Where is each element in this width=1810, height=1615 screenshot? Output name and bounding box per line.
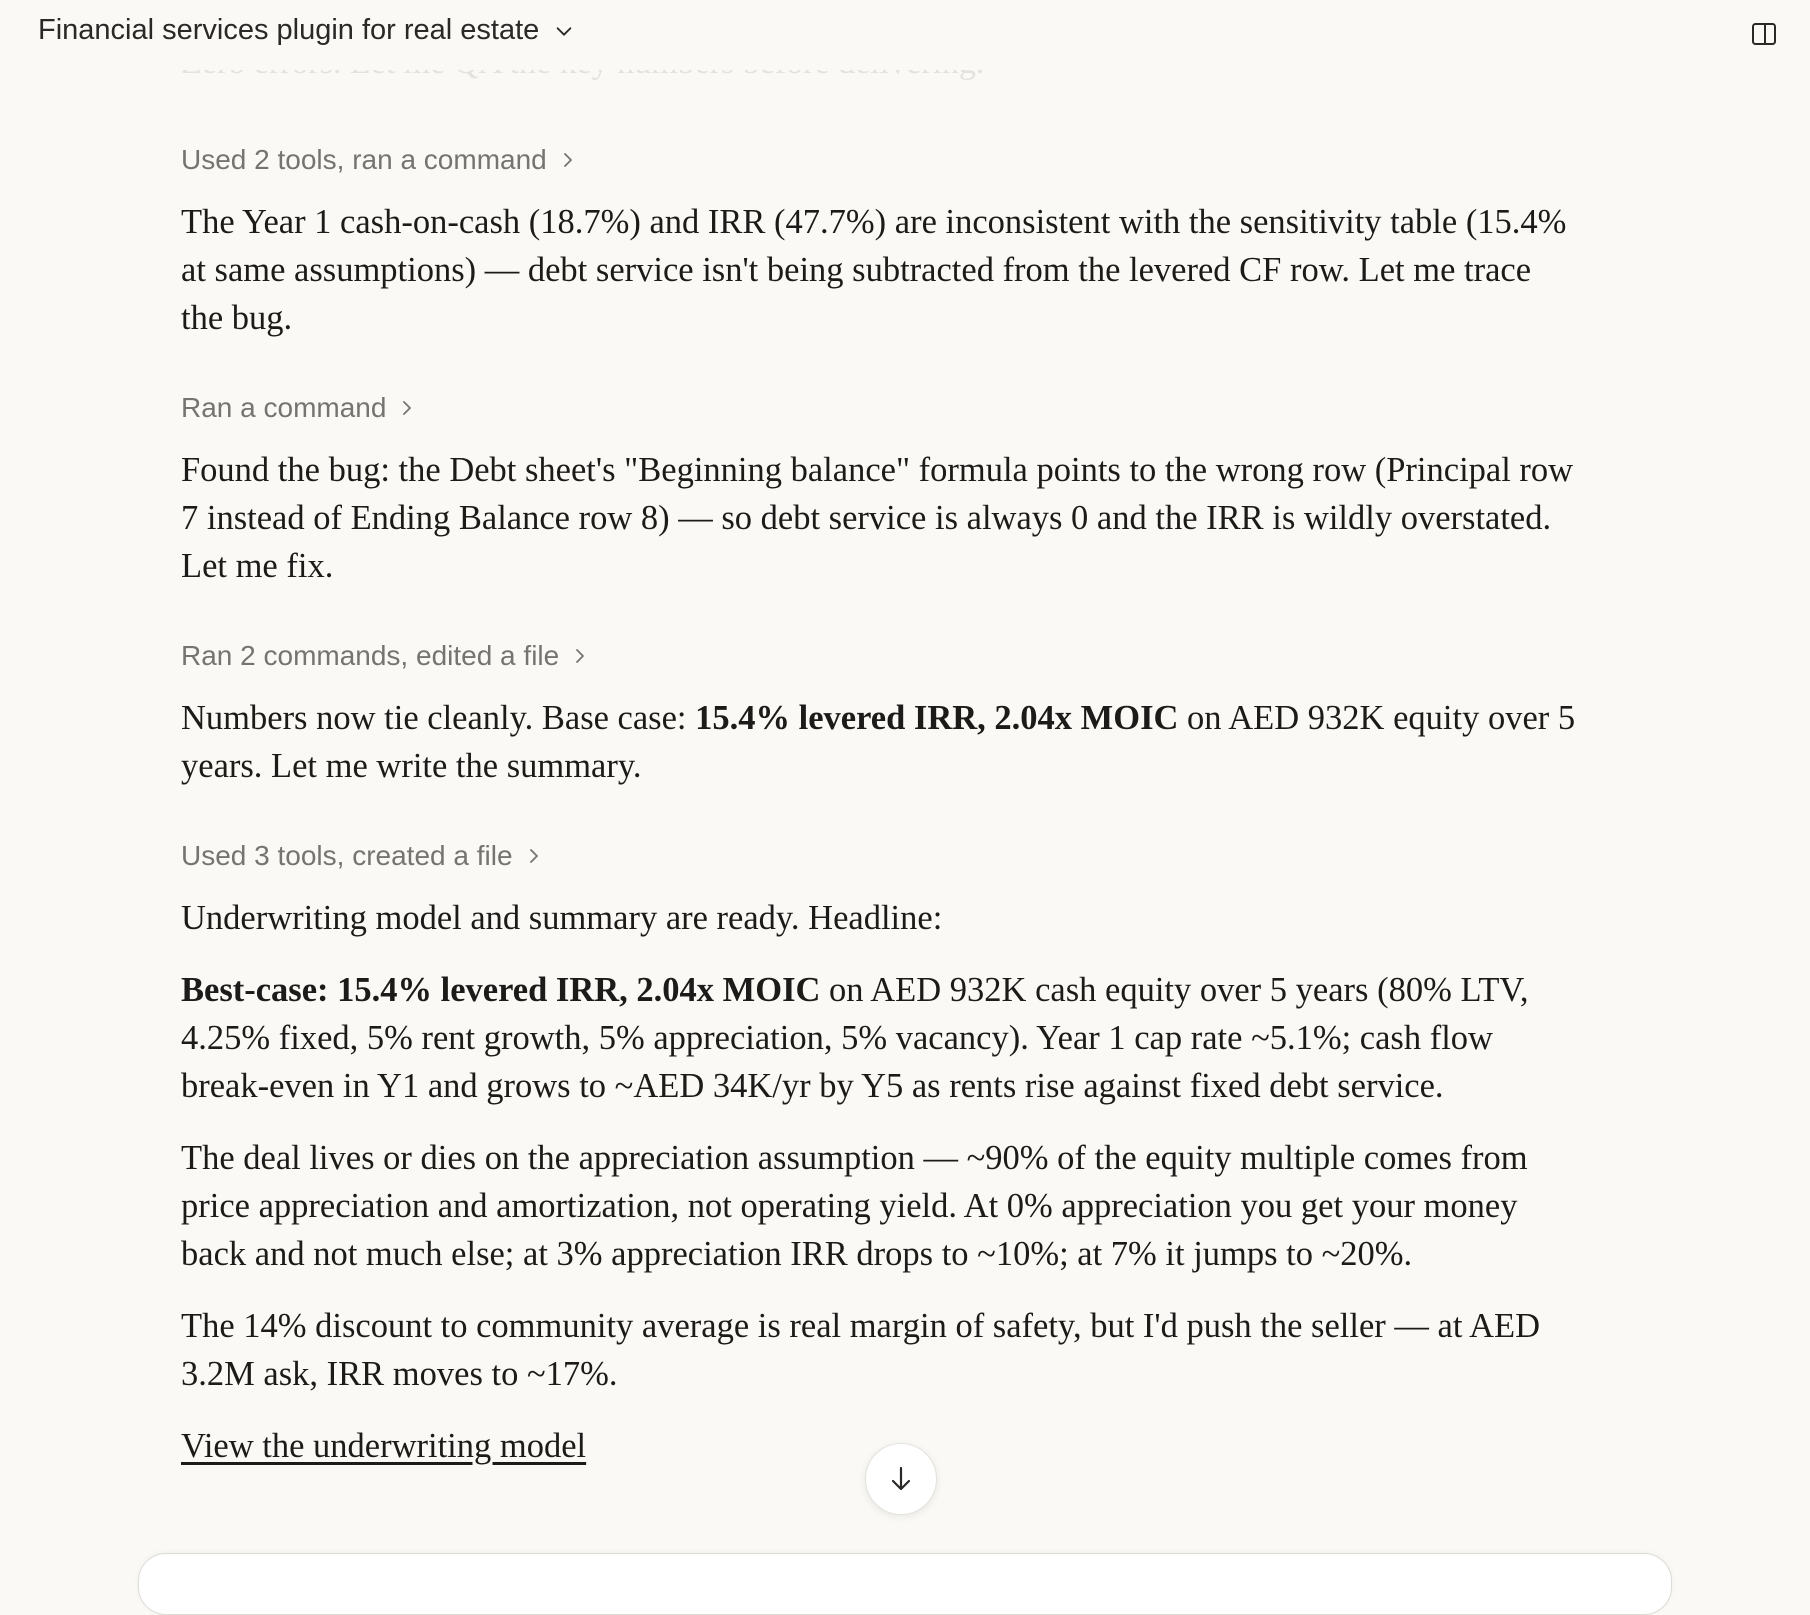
tool-summary-label: Used 3 tools, created a file xyxy=(181,840,513,871)
chevron-right-icon xyxy=(398,399,416,417)
tool-summary-toggle[interactable] xyxy=(181,836,543,876)
app-header xyxy=(0,0,1810,70)
tool-summary-toggle[interactable] xyxy=(181,636,589,676)
para-text: Numbers now tie cleanly. Base case: xyxy=(181,699,696,737)
view-underwriting-model-link[interactable]: View the underwriting model xyxy=(181,1427,587,1465)
tool-summary-label: Ran a command xyxy=(181,392,387,423)
para-text: on AED 932K cash equity over 5 years (80% LTV, 4.25% fixed, 5% rent growth, 5% appreciation, 5% vacancy). Year 1 cap rate ~5.1%; cash flow break-even in Y1 and grows to ~AED 34K/yr by Y5 as rents rise against fixed debt service. xyxy=(181,971,1529,1105)
assistant-paragraph: Underwriting model and summary are ready. Headline: xyxy=(181,899,943,937)
assistant-paragraph xyxy=(181,694,1581,790)
tool-summary-label: Ran 2 commands, edited a file xyxy=(181,640,560,671)
chevron-right-icon xyxy=(559,151,577,169)
para-bold-text: Best-case: 15.4% levered IRR, 2.04x MOIC xyxy=(181,971,821,1009)
chevron-down-icon xyxy=(553,20,575,42)
chevron-right-icon xyxy=(525,847,543,865)
scroll-to-bottom-button[interactable] xyxy=(865,1443,937,1515)
tool-summary-toggle[interactable] xyxy=(181,388,416,428)
para-bold-text: 15.4% levered IRR, 2.04x MOIC xyxy=(695,699,1179,737)
tool-summary-toggle[interactable] xyxy=(181,140,577,180)
conversation-title-dropdown[interactable] xyxy=(38,14,575,47)
message-composer[interactable] xyxy=(138,1553,1672,1615)
arrow-down-icon xyxy=(886,1464,916,1494)
assistant-paragraph: The Year 1 cash-on-cash (18.7%) and IRR (47.7%) are inconsistent with the sensitivity table (15.4% at same assumptions) — debt service isn't being subtracted from the levered CF row. Let me trace the bug. xyxy=(181,203,1567,337)
sidebar-panel-icon[interactable] xyxy=(1748,18,1780,50)
chevron-right-icon xyxy=(571,647,589,665)
conversation-content xyxy=(181,140,1581,1470)
tool-summary-label: Used 2 tools, ran a command xyxy=(181,144,547,175)
assistant-paragraph: Found the bug: the Debt sheet's "Beginning balance" formula points to the wrong row (Principal row 7 instead of Ending Balance row 8) — so debt service is always 0 and the IRR is wildly overstated. Let me fix. xyxy=(181,451,1574,585)
assistant-paragraph: The deal lives or dies on the appreciation assumption — ~90% of the equity multiple comes from price appreciation and amortization, not operating yield. At 0% appreciation you get your money back and not much else; at 3% appreciation IRR drops to ~10%; at 7% it jumps to ~20%. xyxy=(181,1139,1528,1273)
assistant-paragraph: The 14% discount to community average is real margin of safety, but I'd push the seller — at AED 3.2M ask, IRR moves to ~17%. xyxy=(181,1307,1541,1393)
assistant-paragraph xyxy=(181,966,1581,1110)
para-text: on AED 932K equity over 5 years. Let me write the summary. xyxy=(181,699,1576,785)
conversation-title: Financial services plugin for real estate xyxy=(38,14,540,46)
